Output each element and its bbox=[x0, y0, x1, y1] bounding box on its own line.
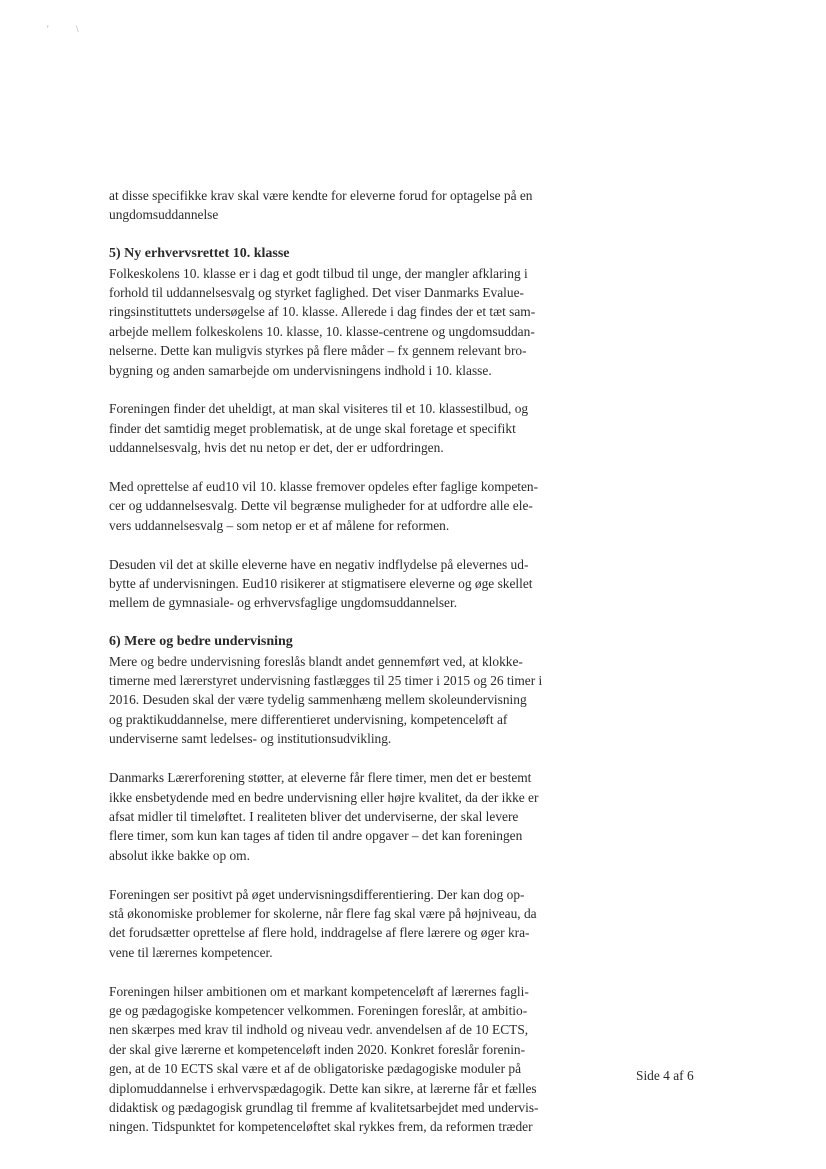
paragraph bbox=[109, 477, 587, 535]
text-line: vers uddannelsesvalg – som netop er et af målene for reformen. bbox=[109, 517, 450, 533]
intro-paragraph bbox=[109, 186, 587, 225]
text-line: der skal give lærerne et kompetenceløft inden 2020. Konkret foreslår forenin- bbox=[109, 1041, 526, 1057]
text-line: nelserne. Dette kan muligvis styrkes på flere måder – fx gennem relevant bro- bbox=[109, 343, 527, 359]
text-line: flere timer, som kun kan tages af tiden til andre opgaver – det kan foreningen bbox=[109, 828, 523, 844]
text-line: absolut ikke bakke op om. bbox=[109, 847, 250, 863]
text-line: diplomuddannelse i erhvervspædagogik. Dette kan sikre, at lærerne får et fælles bbox=[109, 1080, 537, 1096]
text-line: Folkeskolens 10. klasse er i dag et godt tilbud til unge, der mangler afklaring i bbox=[109, 265, 528, 281]
section-6-body bbox=[109, 652, 587, 1137]
text-line: 2016. Desuden skal der være tydelig sammenhæng mellem skoleundervisning bbox=[109, 692, 527, 708]
paragraph bbox=[109, 399, 587, 457]
text-line: timerne med lærerstyret undervisning fastlægges til 25 timer i 2015 og 26 timer i bbox=[109, 673, 543, 689]
text-line: ge og pædagogiske kompetencer velkommen. Foreningen foreslår, at ambitio- bbox=[109, 1002, 528, 1018]
text-line: didaktisk og pædagogisk grundlag til fremme af kvalitetsarbejdet med undervis- bbox=[109, 1099, 539, 1115]
text-line: Foreningen finder det uheldigt, at man skal visiteres til et 10. klassestilbud, og bbox=[109, 401, 529, 417]
text-line: det forudsætter oprettelse af flere hold, inddragelse af flere lærere og øger kra- bbox=[109, 925, 530, 941]
text-line: cer og uddannelsesvalg. Dette vil begrænse muligheder for at udfordre alle ele- bbox=[109, 498, 533, 514]
paragraph bbox=[109, 768, 587, 865]
text-line: underviserne samt ledelses- og institutionsudvikling. bbox=[109, 731, 392, 747]
text-line: at disse specifikke krav skal være kendte for eleverne forud for optagelse på en bbox=[109, 188, 533, 203]
paragraph bbox=[109, 982, 587, 1137]
text-line: mellem de gymnasiale- og erhvervsfaglige ungdomsuddannelser. bbox=[109, 595, 458, 611]
paragraph bbox=[109, 555, 587, 613]
paragraph bbox=[109, 652, 587, 749]
text-line: Foreningen ser positivt på øget undervisningsdifferentiering. Der kan dog op- bbox=[109, 886, 525, 902]
scan-mark: ' bbox=[47, 24, 49, 34]
section-6-heading: 6) Mere og bedre undervisning bbox=[109, 634, 293, 650]
text-line: Desuden vil det at skille eleverne have en negativ indflydelse på elevernes ud- bbox=[109, 556, 529, 572]
text-line: finder det samtidig meget problematisk, at de unge skal foretage et specifikt bbox=[109, 420, 516, 436]
text-line: ringsinstituttets undersøgelse af 10. klasse. Allerede i dag findes der et tæt sam- bbox=[109, 304, 536, 320]
text-line: gen, at de 10 ECTS skal være et af de obligatoriske pædagogiske moduler på bbox=[109, 1061, 522, 1077]
text-line: vene til lærernes kompetencer. bbox=[109, 944, 273, 960]
text-line: Danmarks Lærerforening støtter, at eleverne får flere timer, men det er bestemt bbox=[109, 770, 532, 786]
text-line: bygning og anden samarbejde om undervisningens indhold i 10. klasse. bbox=[109, 362, 492, 378]
text-line: uddannelsesvalg, hvis det nu netop er det, der er udfordringen. bbox=[109, 440, 444, 456]
text-line: ikke ensbetydende med en bedre undervisning eller højre kvalitet, da der ikke er bbox=[109, 789, 539, 805]
text-line: arbejde mellem folkeskolens 10. klasse, 10. klasse-centrene og ungdomsuddan- bbox=[109, 323, 535, 339]
text-line: Foreningen hilser ambitionen om et markant kompetenceløft af lærernes fagli- bbox=[109, 983, 529, 999]
section-5-heading: 5) Ny erhvervsrettet 10. klasse bbox=[109, 246, 290, 262]
paragraph bbox=[109, 885, 587, 963]
text-line: og praktikuddannelse, mere differentieret undervisning, kompetenceløft af bbox=[109, 711, 508, 727]
document-body bbox=[109, 186, 587, 1156]
text-line: afsat midler til timeløftet. I realiteten bliver det underviserne, der skal levere bbox=[109, 808, 519, 824]
text-line: Med oprettelse af eud10 vil 10. klasse fremover opdeles efter faglige kompeten- bbox=[109, 479, 539, 495]
text-line: ungdomsuddannelse bbox=[109, 207, 219, 223]
text-line: ningen. Tidspunktet for kompetenceløftet skal rykkes frem, da reformen træder bbox=[109, 1119, 533, 1135]
text-line: stå økonomiske problemer for skolerne, når flere fag skal være på højniveau, da bbox=[109, 905, 537, 921]
text-line: forhold til uddannelsesvalg og styrket faglighed. Det viser Danmarks Evalue- bbox=[109, 285, 524, 301]
section-5-body bbox=[109, 264, 587, 613]
paragraph bbox=[109, 264, 587, 380]
text-line: nen skærpes med krav til indhold og niveau vedr. anvendelsen af de 10 ECTS, bbox=[109, 1022, 529, 1038]
scan-mark: \ bbox=[76, 24, 79, 34]
text-line: bytte af undervisningen. Eud10 risikerer at stigmatisere eleverne og øge skellet bbox=[109, 576, 533, 592]
text-line: Mere og bedre undervisning foreslås blandt andet gennemført ved, at klokke- bbox=[109, 653, 523, 669]
page-number: Side 4 af 6 bbox=[636, 1068, 694, 1083]
